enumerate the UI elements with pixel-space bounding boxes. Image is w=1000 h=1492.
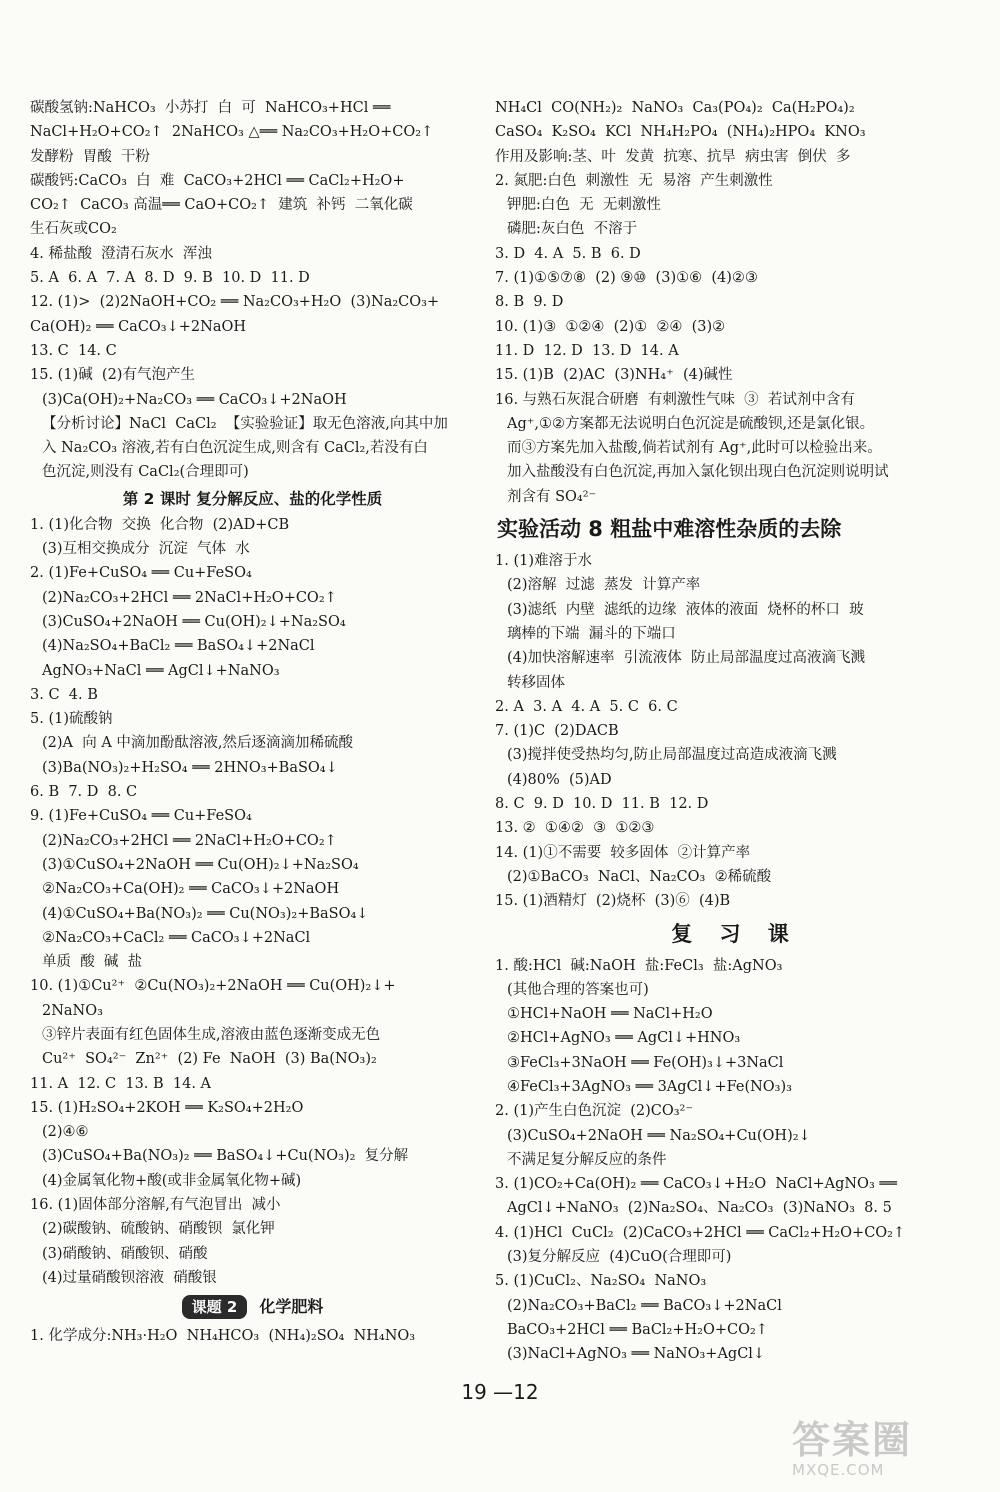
answer-line: 10. (1)③ ①②④ (2)① ②④ (3)② xyxy=(495,318,726,335)
answer-line: 7. (1)①⑤⑦⑧ (2) ⑨⑩ (3)①⑥ (4)②③ xyxy=(495,270,758,287)
right-column xyxy=(495,96,975,1367)
answer-line: 不满足复分解反应的条件 xyxy=(507,1151,667,1168)
topic-title: 化学肥料 xyxy=(259,1297,324,1317)
answer-line: (2)Na₂CO₃+2HCl ══ 2NaCl+H₂O+CO₂↑ xyxy=(42,589,337,606)
answer-line: (4)金属氧化物+酸(或非金属氧化物+碱) xyxy=(42,1172,302,1189)
answer-line: 加入盐酸没有白色沉淀,再加入氯化钡出现白色沉淀则说明试 xyxy=(507,464,889,481)
answer-line: (2)④⑥ xyxy=(42,1124,89,1141)
answer-line: 16. (1)固体部分溶解,有气泡冒出 减小 xyxy=(30,1197,281,1214)
answer-line: ③FeCl₃+3NaOH ══ Fe(OH)₃↓+3NaCl xyxy=(507,1054,784,1071)
section-heading xyxy=(30,1290,475,1324)
answer-line: 2NaNO₃ xyxy=(42,1002,103,1019)
answer-line: 15. (1)B (2)AC (3)NH₄⁺ (4)碱性 xyxy=(495,367,733,384)
answer-line: 璃棒的下端 漏斗的下端口 xyxy=(507,625,676,642)
answer-line: 2. A 3. A 4. A 5. C 6. C xyxy=(495,698,678,715)
answer-line: 发酵粉 胃酸 干粉 xyxy=(30,148,150,165)
answer-line: ②HCl+AgNO₃ ══ AgCl↓+HNO₃ xyxy=(507,1030,741,1047)
answer-line: 3. C 4. B xyxy=(30,686,98,703)
answer-line: (3)NaCl+AgNO₃ ══ NaNO₃+AgCl↓ xyxy=(507,1346,766,1363)
answer-line: 1. 酸:HCl 碱:NaOH 盐:FeCl₃ 盐:AgNO₃ xyxy=(495,957,783,974)
answer-line: (3)CuSO₄+Ba(NO₃)₂ ══ BaSO₄↓+Cu(NO₃)₂ 复分解 xyxy=(42,1148,409,1165)
answer-line: 1. 化学成分:NH₃·H₂O NH₄HCO₃ (NH₄)₂SO₄ NH₄NO₃ xyxy=(30,1328,416,1345)
answer-line: 5. A 6. A 7. A 8. D 9. B 10. D 11. D xyxy=(30,270,310,287)
answer-line: 3. (1)CO₂+Ca(OH)₂ ══ CaCO₃↓+H₂O NaCl+AgNO₃ ══ xyxy=(495,1176,897,1193)
answer-line: 2. (1)Fe+CuSO₄ ══ Cu+FeSO₄ xyxy=(30,565,252,582)
answer-line: (3)硝酸钠、硝酸钡、硝酸 xyxy=(42,1245,208,1262)
answer-line: (4)过量硝酸钡溶液 硝酸银 xyxy=(42,1269,217,1286)
answer-line: 剂含有 SO₄²⁻ xyxy=(507,488,597,505)
answer-line: ②Na₂CO₃+Ca(OH)₂ ══ CaCO₃↓+2NaOH xyxy=(42,881,340,898)
watermark-url: MXQE.COM xyxy=(792,1461,885,1479)
answer-line: 3. D 4. A 5. B 6. D xyxy=(495,245,641,262)
answer-line: 6. B 7. D 8. C xyxy=(30,784,138,801)
answer-line: Ca(OH)₂ ══ CaCO₃↓+2NaOH xyxy=(30,318,246,335)
topic-badge: 课题 2 xyxy=(182,1295,248,1319)
answer-line: CO₂↑ CaCO₃ 高温══ CaO+CO₂↑ 建筑 补钙 二氧化碳 xyxy=(30,197,413,214)
answer-line: 12. (1)> (2)2NaOH+CO₂ ══ Na₂CO₃+H₂O (3)Na₂CO₃+ xyxy=(30,294,440,311)
answer-line: 8. C 9. D 10. D 11. B 12. D xyxy=(495,796,709,813)
answer-line: 钾肥:白色 无 无刺激性 xyxy=(507,197,661,214)
page-number: 19 —12 xyxy=(461,1380,539,1404)
answer-line: Cu²⁺ SO₄²⁻ Zn²⁺ (2) Fe NaOH (3) Ba(NO₃)₂ xyxy=(42,1051,377,1068)
answer-line: 入 Na₂CO₃ 溶液,若有白色沉淀生成,则含有 CaCl₂,若没有白 xyxy=(42,440,428,457)
left-column xyxy=(30,96,475,1349)
answer-line: 5. (1)硫酸钠 xyxy=(30,711,113,728)
answer-line: 1. (1)难溶于水 xyxy=(495,553,592,570)
answer-line: 11. D 12. D 13. D 14. A xyxy=(495,342,679,359)
answer-line: (3)CuSO₄+2NaOH ══ Na₂SO₄+Cu(OH)₂↓ xyxy=(507,1127,811,1144)
answer-line: ④FeCl₃+3AgNO₃ ══ 3AgCl↓+Fe(NO₃)₃ xyxy=(507,1078,792,1095)
answer-line: 13. ② ①④② ③ ①②③ xyxy=(495,820,655,837)
answer-line: 9. (1)Fe+CuSO₄ ══ Cu+FeSO₄ xyxy=(30,808,252,825)
answer-line: NH₄Cl CO(NH₂)₂ NaNO₃ Ca₃(PO₄)₂ Ca(H₂PO₄)₂ xyxy=(495,100,855,116)
answer-line: (4)Na₂SO₄+BaCl₂ ══ BaSO₄↓+2NaCl xyxy=(42,638,315,655)
answer-line: (4)80% (5)AD xyxy=(507,771,612,788)
answer-line: 4. (1)HCl CuCl₂ (2)CaCO₃+2HCl ══ CaCl₂+H₂O+CO₂↑ xyxy=(495,1224,906,1241)
answer-line: 15. (1)H₂SO₄+2KOH ══ K₂SO₄+2H₂O xyxy=(30,1099,304,1116)
answer-line: (4)加快溶解速率 引流液体 防止局部温度过高液滴飞溅 xyxy=(507,650,865,667)
answer-line: 碳酸钙:CaCO₃ 白 难 CaCO₃+2HCl ══ CaCl₂+H₂O+ xyxy=(30,172,405,189)
answer-line: 15. (1)碱 (2)有气泡产生 xyxy=(30,367,195,384)
answer-line: 磷肥:灰白色 不溶于 xyxy=(507,221,638,238)
answer-line: 14. (1)①不需要 较多固体 ②计算产率 xyxy=(495,844,751,861)
answer-line: 转移固体 xyxy=(507,674,565,691)
answer-line: 5. (1)CuCl₂、Na₂SO₄ NaNO₃ xyxy=(495,1273,707,1290)
answer-line: 11. A 12. C 13. B 14. A xyxy=(30,1075,212,1092)
section-heading: 实验活动 8 粗盐中难溶性杂质的去除 xyxy=(497,517,842,542)
answer-line: 15. (1)酒精灯 (2)烧杯 (3)⑥ (4)B xyxy=(495,893,731,910)
answer-line: 生石灰或CO₂ xyxy=(30,221,117,238)
answer-line: BaCO₃+2HCl ══ BaCl₂+H₂O+CO₂↑ xyxy=(507,1321,768,1338)
answer-line: (2)A 向 A 中滴加酚酞溶液,然后逐滴滴加稀硫酸 xyxy=(42,735,354,752)
answer-line: 8. B 9. D xyxy=(495,294,564,311)
answer-line: 碳酸氢钠:NaHCO₃ 小苏打 白 可 NaHCO₃+HCl ══ xyxy=(30,100,391,116)
answer-line: (2)溶解 过滤 蒸发 计算产率 xyxy=(507,577,701,594)
answer-line: ②Na₂CO₃+CaCl₂ ══ CaCO₃↓+2NaCl xyxy=(42,929,311,946)
answer-line: (2)①BaCO₃ NaCl、Na₂CO₃ ②稀硫酸 xyxy=(507,868,772,885)
answer-line: NaCl+H₂O+CO₂↑ 2NaHCO₃ △══ Na₂CO₃+H₂O+CO₂↑ xyxy=(30,124,434,141)
answer-line: ①HCl+NaOH ══ NaCl+H₂O xyxy=(507,1006,713,1023)
answer-line: (3)Ca(OH)₂+Na₂CO₃ ══ CaCO₃↓+2NaOH xyxy=(42,391,347,408)
section-heading: 复 习 课 xyxy=(671,921,799,946)
answer-line: (3)滤纸 内壁 滤纸的边缘 液体的液面 烧杯的杯口 玻 xyxy=(507,601,864,618)
section-heading: 第 2 课时 复分解反应、盐的化学性质 xyxy=(122,489,383,508)
answer-line: 13. C 14. C xyxy=(30,342,117,359)
answer-line: (3)复分解反应 (4)CuO(合理即可) xyxy=(507,1249,732,1266)
answer-line: (其他合理的答案也可) xyxy=(507,981,649,998)
watermark-text: 答案圈 xyxy=(792,1418,913,1462)
answer-line: (2)Na₂CO₃+2HCl ══ 2NaCl+H₂O+CO₂↑ xyxy=(42,832,337,849)
answer-line: Ag⁺,①②方案都无法说明白色沉淀是硫酸钡,还是氯化银。 xyxy=(507,415,875,432)
answer-line: (4)①CuSO₄+Ba(NO₃)₂ ══ Cu(NO₃)₂+BaSO₄↓ xyxy=(42,905,369,922)
answer-line: 1. (1)化合物 交换 化合物 (2)AD+CB xyxy=(30,516,290,533)
answer-line: CaSO₄ K₂SO₄ KCl NH₄H₂PO₄ (NH₄)₂HPO₄ KNO₃ xyxy=(495,124,866,141)
answer-line: 而③方案先加入盐酸,倘若试剂有 Ag⁺,此时可以检验出来。 xyxy=(507,440,882,457)
answer-line: 7. (1)C (2)DACB xyxy=(495,723,619,740)
answer-line: (2)Na₂CO₃+BaCl₂ ══ BaCO₃↓+2NaCl xyxy=(507,1297,782,1314)
answer-line: 色沉淀,则没有 CaCl₂(合理即可) xyxy=(42,464,249,481)
answer-line: (3)Ba(NO₃)₂+H₂SO₄ ══ 2HNO₃+BaSO₄↓ xyxy=(42,759,338,776)
answer-line: AgCl↓+NaNO₃ (2)Na₂SO₄、Na₂CO₃ (3)NaNO₃ 8. 5 xyxy=(507,1200,892,1217)
answer-line: 2. (1)产生白色沉淀 (2)CO₃²⁻ xyxy=(495,1103,694,1120)
answer-line: AgNO₃+NaCl ══ AgCl↓+NaNO₃ xyxy=(42,662,280,679)
watermark-logo xyxy=(792,1420,982,1482)
answer-line: 10. (1)①Cu²⁺ ②Cu(NO₃)₂+2NaOH ══ Cu(OH)₂↓+ xyxy=(30,978,396,995)
answer-line: 2. 氮肥:白色 刺激性 无 易溶 产生刺激性 xyxy=(495,172,773,189)
answer-line: (3)互相交换成分 沉淀 气体 水 xyxy=(42,541,250,558)
answer-line: 【分析讨论】NaCl CaCl₂ 【实验验证】取无色溶液,向其中加 xyxy=(42,415,448,432)
answer-line: ③锌片表面有红色固体生成,溶液由蓝色逐渐变成无色 xyxy=(42,1026,381,1043)
answer-line: 作用及影响:茎、叶 发黄 抗寒、抗旱 病虫害 倒伏 多 xyxy=(495,148,851,165)
answer-line: (3)①CuSO₄+2NaOH ══ Cu(OH)₂↓+Na₂SO₄ xyxy=(42,856,359,873)
answer-line: (2)碳酸钠、硫酸钠、硝酸钡 氯化钾 xyxy=(42,1221,275,1238)
answer-line: (3)搅拌使受热均匀,防止局部温度过高造成液滴飞溅 xyxy=(507,747,837,764)
answer-line: (3)CuSO₄+2NaOH ══ Cu(OH)₂↓+Na₂SO₄ xyxy=(42,613,346,630)
answer-line: 4. 稀盐酸 澄清石灰水 浑浊 xyxy=(30,245,212,262)
answer-line: 16. 与熟石灰混合研磨 有刺激性气味 ③ 若试剂中含有 xyxy=(495,391,855,408)
answer-line: 单质 酸 碱 盐 xyxy=(42,954,143,971)
